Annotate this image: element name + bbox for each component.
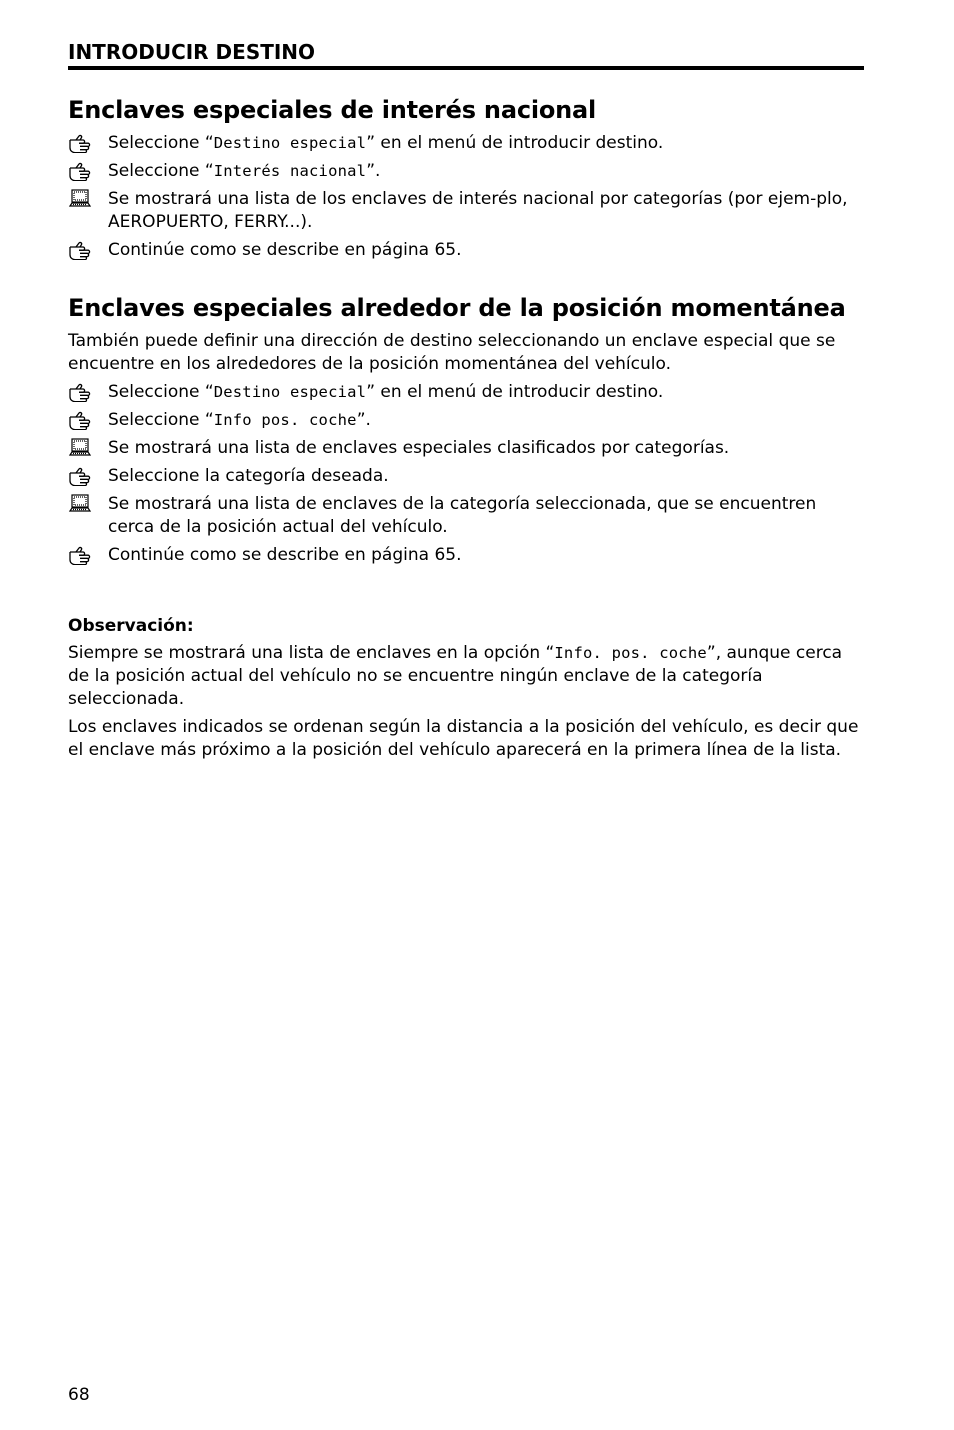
step-text-after: ”.	[356, 410, 371, 430]
note-paragraph	[68, 642, 864, 711]
step-action	[68, 160, 864, 183]
step-text-before: Seleccione “	[108, 382, 214, 402]
section-intro-paragraph: También puede definir una dirección de destino seleccionando un enclave especial que se encuentre en los alrededores de la posición momentánea del vehículo.	[68, 331, 836, 374]
step-text: Continúe como se describe en página 65.	[108, 545, 462, 565]
page-number: 68	[68, 1385, 90, 1405]
computer-screen-icon	[68, 438, 94, 458]
manual-page	[68, 38, 864, 767]
running-header: INTRODUCIR DESTINO	[68, 38, 864, 70]
step-text-before: Seleccione “	[108, 161, 214, 181]
note-text-before: Siempre se mostrará una lista de enclaves en la opción “	[68, 643, 555, 663]
section-title-posicion-momentanea: Enclaves especiales alrededor de la posición momentánea	[68, 294, 846, 322]
pointing-hand-icon	[68, 466, 94, 486]
step-action	[68, 381, 864, 404]
note-paragraph: Los enclaves indicados se ordenan según la distancia a la posición del vehículo, es decir que el enclave más próximo a la posición del vehículo aparecerá en la primera línea de la lista.	[68, 717, 859, 760]
step-text: Seleccione la categoría deseada.	[108, 466, 389, 486]
step-text-before: Seleccione “	[108, 410, 214, 430]
step-action	[68, 465, 864, 488]
pointing-hand-icon	[68, 161, 94, 181]
menu-option-code: Interés nacional	[213, 162, 367, 180]
step-text: Se mostrará una lista de los enclaves de interés nacional por categorías (por ejem-plo, AEROPUERTO, FERRY...).	[108, 189, 848, 232]
note-title: Observación:	[68, 616, 194, 636]
step-action	[68, 409, 864, 432]
step-text: Continúe como se describe en página 65.	[108, 240, 462, 260]
step-text: Se mostrará una lista de enclaves especiales clasificados por categorías.	[108, 438, 730, 458]
step-text: Se mostrará una lista de enclaves de la categoría seleccionada, que se encuentren cerca de la posición actual del vehículo.	[108, 494, 817, 537]
step-text-before: Seleccione “	[108, 133, 214, 153]
step-result	[68, 437, 864, 460]
pointing-hand-icon	[68, 133, 94, 153]
note-text-after: ”, aunque cerca de la posición actual del vehículo no se encuentre ningún enclave de la categoría seleccionada.	[68, 643, 843, 709]
pointing-hand-icon	[68, 382, 94, 402]
step-text-after: ” en el menú de introducir destino.	[366, 133, 664, 153]
pointing-hand-icon	[68, 410, 94, 430]
pointing-hand-icon	[68, 545, 94, 565]
pointing-hand-icon	[68, 240, 94, 260]
step-action	[68, 544, 864, 567]
step-action	[68, 239, 864, 262]
section-title-interes-nacional: Enclaves especiales de interés nacional	[68, 96, 597, 124]
computer-screen-icon	[68, 494, 94, 514]
menu-option-code: Info pos. coche	[213, 411, 357, 429]
computer-screen-icon	[68, 189, 94, 209]
step-result	[68, 493, 864, 539]
menu-option-code: Destino especial	[213, 134, 367, 152]
step-action	[68, 132, 864, 155]
menu-option-code: Destino especial	[213, 383, 367, 401]
step-text-after: ” en el menú de introducir destino.	[366, 382, 664, 402]
step-text-after: ”.	[366, 161, 381, 181]
menu-option-code: Info. pos. coche	[554, 644, 707, 662]
step-result	[68, 188, 864, 234]
